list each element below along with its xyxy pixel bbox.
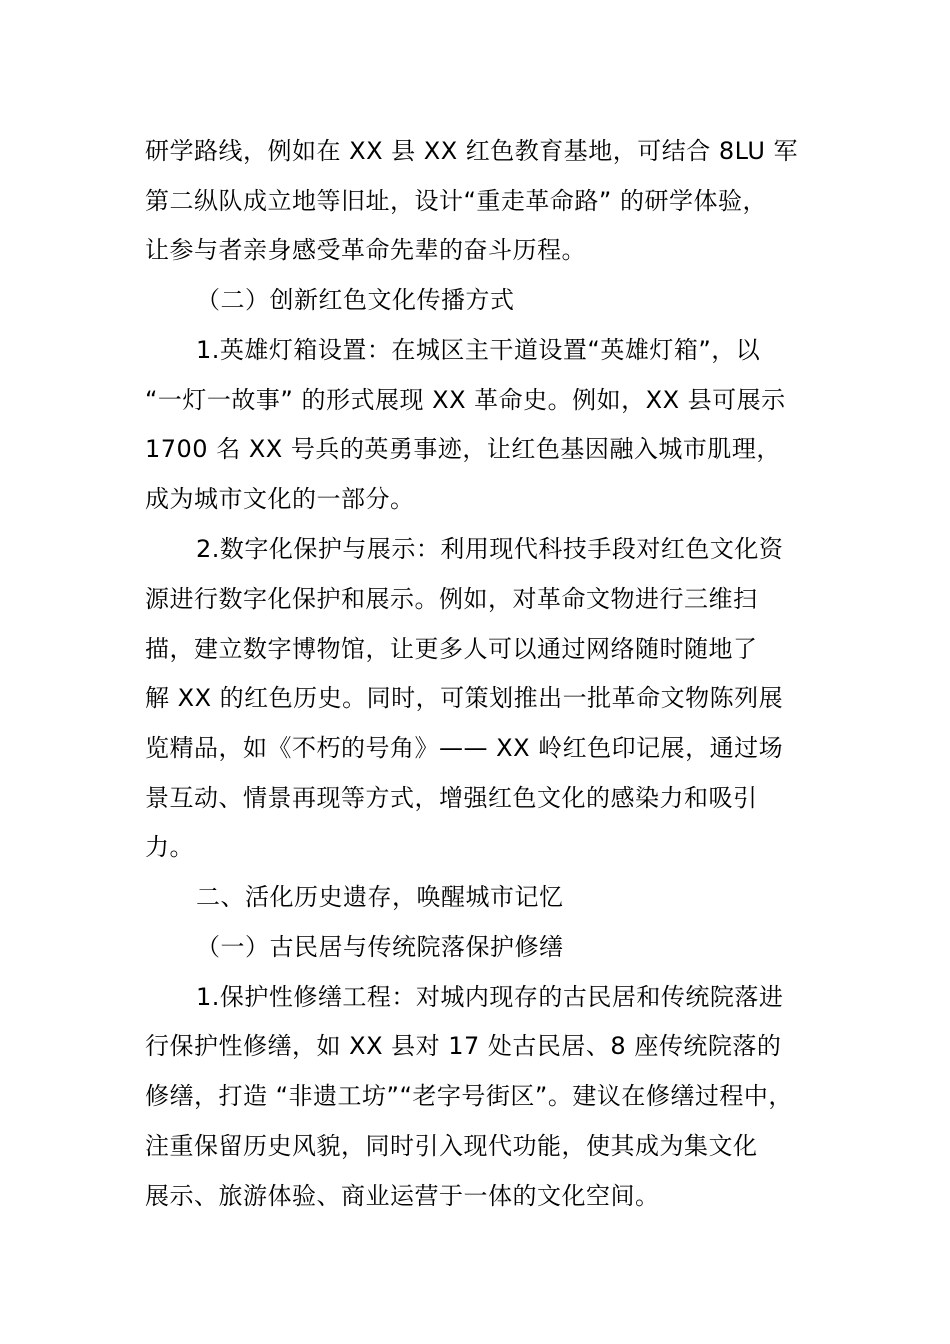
- section-heading: 二、活化历史遗存，唤醒城市记忆: [196, 883, 564, 911]
- text-line: 展示、旅游体验、商业运营于一体的文化空间。: [145, 1182, 660, 1210]
- text-line: 行保护性修缮，如 XX 县对 17 处古民居、8 座传统院落的: [145, 1032, 782, 1060]
- text-line: 修缮，打造 “非遗工坊”“老字号街区”。建议在修缮过程中，: [145, 1082, 793, 1110]
- text-line: 1.保护性修缮工程：对城内现存的古民居和传统院落进: [196, 983, 784, 1011]
- text-line: “一灯一故事” 的形式展现 XX 革命史。例如，XX 县可展示: [145, 386, 786, 414]
- text-line: 2.数字化保护与展示：利用现代科技手段对红色文化资: [196, 535, 784, 563]
- text-line: 景互动、情景再现等方式，增强红色文化的感染力和吸引: [145, 784, 758, 812]
- text-line: 力。: [145, 833, 194, 861]
- text-line: 注重保留历史风貌，同时引入现代功能，使其成为集文化: [145, 1132, 758, 1160]
- text-line: 1700 名 XX 号兵的英勇事迹，让红色基因融入城市肌理，: [145, 435, 781, 463]
- text-line: 让参与者亲身感受革命先辈的奋斗历程。: [145, 236, 586, 264]
- text-line: 1.英雄灯箱设置：在城区主干道设置“英雄灯箱”，以: [196, 336, 761, 364]
- text-line: 描，建立数字博物馆，让更多人可以通过网络随时随地了: [145, 635, 758, 663]
- text-line: 览精品，如《不朽的号角》—— XX 岭红色印记展，通过场: [145, 734, 784, 762]
- text-line: 研学路线，例如在 XX 县 XX 红色教育基地，可结合 8LU 军: [145, 137, 799, 165]
- section-heading: （一）古民居与传统院落保护修缮: [196, 933, 564, 961]
- text-line: 解 XX 的红色历史。同时，可策划推出一批革命文物陈列展: [145, 684, 784, 712]
- text-line: 源进行数字化保护和展示。例如，对革命文物进行三维扫: [145, 585, 758, 613]
- text-line: 成为城市文化的一部分。: [145, 485, 415, 513]
- section-heading: （二）创新红色文化传播方式: [196, 286, 515, 314]
- text-line: 第二纵队成立地等旧址，设计“重走革命路” 的研学体验，: [145, 187, 767, 215]
